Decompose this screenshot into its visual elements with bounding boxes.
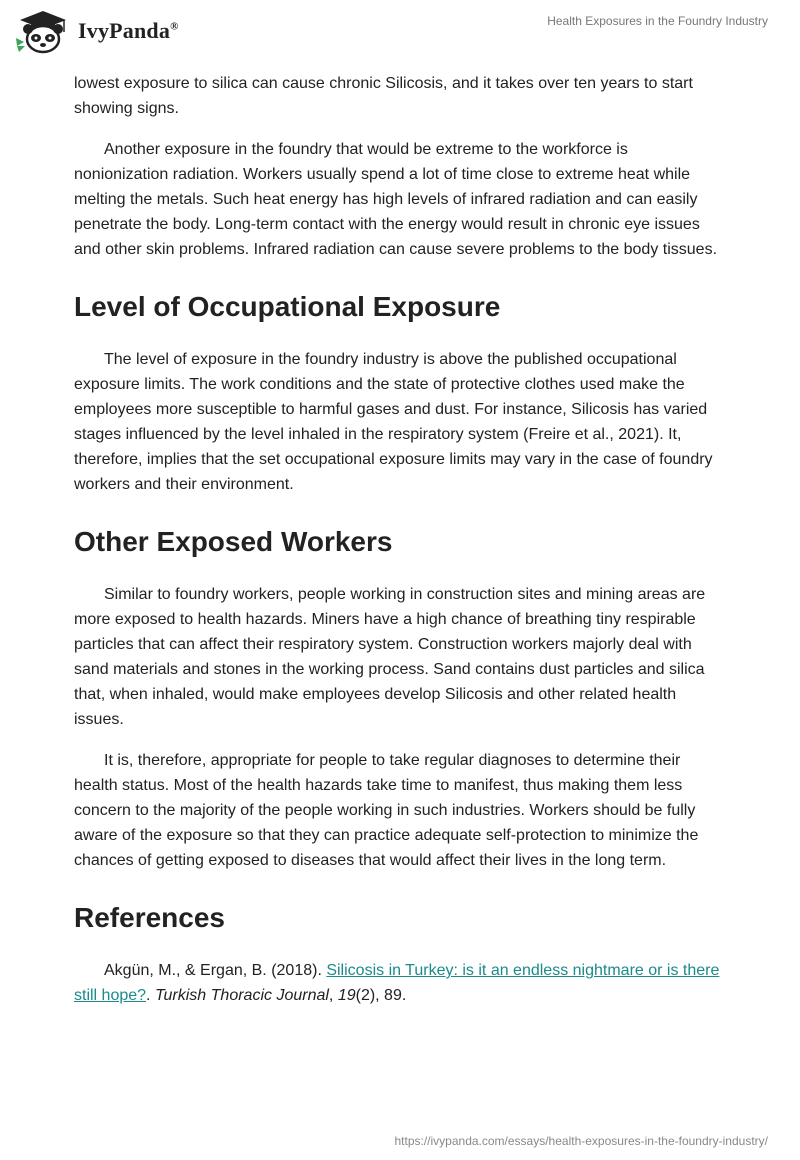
reference-volume: 19 bbox=[337, 987, 356, 1004]
paragraph-other-workers: Similar to foundry workers, people working in construction sites and mining areas are more exposed to health hazards. Miners have a high chance of breathing tiny respirable particles that can affect their respiratory system. Construction workers majorly deal with sand materials and stones in the working process. Sand contains dust particles and silica that, when inhaled, would make employees develop Silicosis and other related health issues. bbox=[74, 586, 706, 728]
logo-wordmark: IvyPanda® bbox=[78, 18, 179, 43]
page-header bbox=[0, 0, 800, 60]
document-title: Health Exposures in the Foundry Industry bbox=[547, 14, 768, 28]
paragraph-recommendation: It is, therefore, appropriate for people to take regular diagnoses to determine their health status. Most of the health hazards take time to manifest, thus making them less concern to the majority of the people working in such industries. Workers should be fully aware of the exposure so that they can practice adequate self-protection to minimize the chances of getting exposed to diseases that would affect their lives in the long term. bbox=[74, 752, 699, 869]
ivypanda-logo[interactable] bbox=[14, 8, 179, 54]
heading-level-of-exposure: Level of Occupational Exposure bbox=[74, 291, 501, 322]
essay-body bbox=[74, 71, 726, 1008]
paragraph-exposure-level: The level of exposure in the foundry industry is above the published occupational exposure limits. The work conditions and the state of protective clothes used make the employees more susceptible to harmful gases and dust. For instance, Silicosis has varied stages influenced by the level inhaled in the respiratory system (Freire et al., 2021). It, therefore, implies that the set occupational exposure limits may vary in the case of foundry workers and their environment. bbox=[74, 351, 713, 493]
heading-references: References bbox=[74, 902, 225, 933]
panda-graduate-icon bbox=[14, 8, 72, 54]
heading-other-workers: Other Exposed Workers bbox=[74, 526, 393, 557]
paragraph-continued: lowest exposure to silica can cause chronic Silicosis, and it takes over ten years to start showing signs. bbox=[74, 75, 693, 117]
reference-journal: Turkish Thoracic Journal bbox=[154, 987, 329, 1004]
reference-authors: Akgün, M., & Ergan, B. (2018). bbox=[104, 962, 327, 979]
reference-title-link[interactable]: Silicosis in Turkey: is it an endless nightmare or is there still hope? bbox=[74, 962, 720, 1004]
footer-url: https://ivypanda.com/essays/health-exposures-in-the-foundry-industry/ bbox=[394, 1134, 768, 1148]
paragraph-nonionization: Another exposure in the foundry that would be extreme to the workforce is nonionization radiation. Workers usually spend a lot of time close to extreme heat while melting the metals. Such heat energy has high levels of infrared radiation and can easily penetrate the body. Long-term contact with the energy would result in chronic eye issues and other skin problems. Infrared radiation can cause severe problems to the body tissues. bbox=[74, 141, 718, 258]
reference-entry: Akgün, M., & Ergan, B. (2018). Silicosis in Turkey: is it an endless nightmare or is there still hope?. Turkish Thoracic Journal, 19(2), 89. bbox=[74, 962, 720, 1004]
